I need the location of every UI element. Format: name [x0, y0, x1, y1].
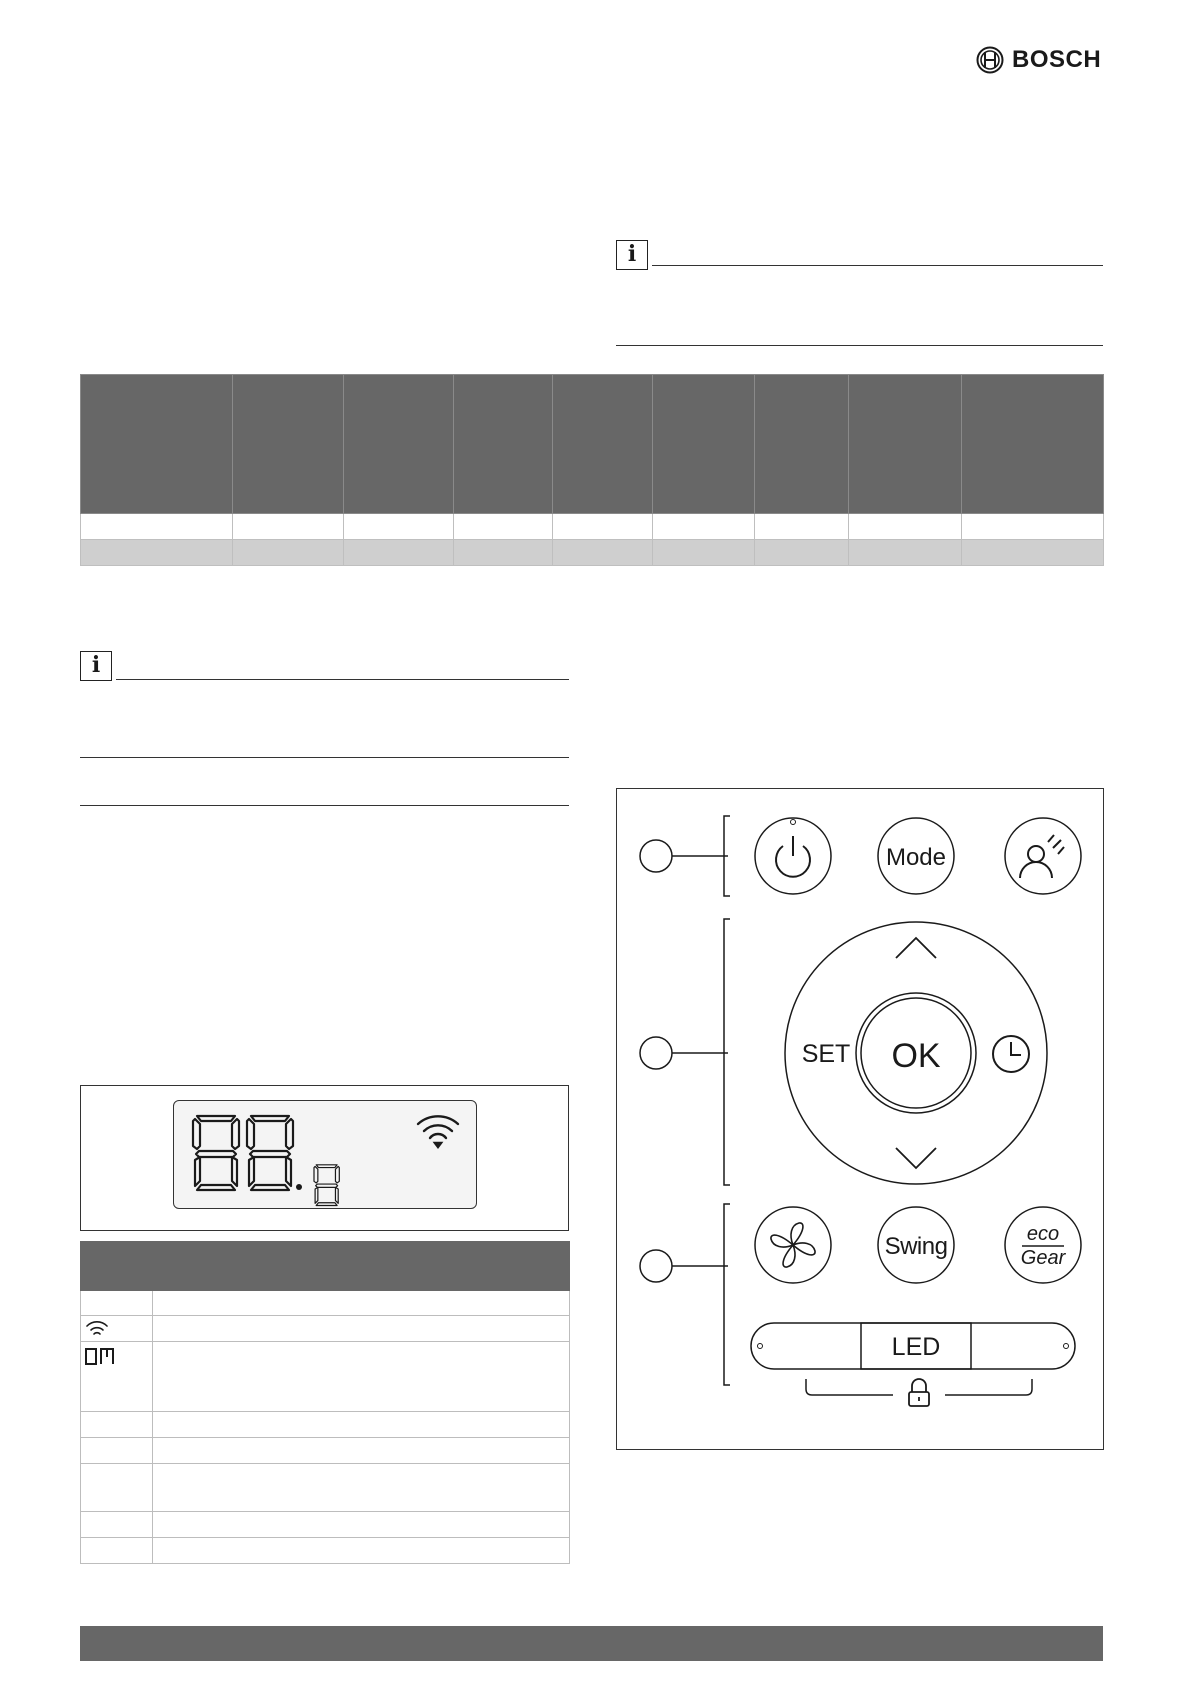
fan-icon: [771, 1223, 815, 1267]
callout-3: [640, 1250, 672, 1282]
chevron-down-icon: [896, 1148, 936, 1168]
table-row: [81, 513, 1104, 539]
timer-button[interactable]: [993, 1036, 1029, 1072]
legend-row: [81, 1291, 570, 1316]
callout-2: [640, 1037, 672, 1069]
mode-label: Mode: [885, 844, 947, 871]
legend-row: [81, 1438, 570, 1464]
led-label: LED: [891, 1333, 941, 1361]
lcd-digit: [193, 1116, 239, 1190]
chevron-up-icon: [896, 938, 936, 958]
lcd-segments: [173, 1100, 477, 1209]
ok-label: OK: [891, 1037, 941, 1075]
set-label[interactable]: SET: [801, 1040, 851, 1068]
person-waves-icon: [1020, 835, 1064, 878]
bosch-armature-icon: [976, 46, 1004, 74]
power-icon: [776, 836, 810, 877]
legend-table: [80, 1241, 570, 1564]
clock-icon: [993, 1036, 1029, 1072]
spec-table: [80, 374, 1104, 566]
follow-me-button[interactable]: [1005, 818, 1081, 894]
legend-row: [81, 1412, 570, 1438]
legend-row: [81, 1316, 570, 1342]
lcd-decimal-digit: [314, 1165, 339, 1206]
table-row: [81, 539, 1104, 565]
lcd-decimal-point: [296, 1184, 302, 1190]
note-bottom-rule: [616, 345, 1103, 346]
remote-control-drawing: [616, 788, 1104, 1450]
eco-gear-button[interactable]: [1005, 1207, 1081, 1283]
power-button[interactable]: [755, 818, 831, 894]
wifi-icon: [418, 1116, 458, 1147]
eco-label: eco: [1026, 1223, 1060, 1245]
note-bottom-rule: [80, 805, 569, 806]
note-top-rule: [652, 265, 1103, 266]
down-button[interactable]: [896, 1148, 936, 1168]
legend-row: [81, 1464, 570, 1512]
legend-header-row: [81, 1242, 570, 1291]
note-divider-rule: [80, 757, 569, 758]
table-header-row: [81, 375, 1104, 514]
on-segment-icon: [84, 1346, 116, 1368]
callout-1: [640, 840, 672, 872]
info-icon: i: [616, 240, 648, 270]
brand-name: BOSCH: [1012, 46, 1102, 73]
note-top-rule: [116, 679, 569, 680]
wifi-icon: [83, 1319, 111, 1339]
lock-icon: [909, 1379, 929, 1406]
fan-button[interactable]: [755, 1207, 831, 1283]
gear-label: Gear: [1020, 1247, 1066, 1269]
legend-row: [81, 1538, 570, 1564]
footer-bar: [80, 1626, 1103, 1661]
legend-row: [81, 1512, 570, 1538]
lcd-digit: [247, 1116, 293, 1190]
legend-row: [81, 1342, 570, 1412]
swing-label: Swing: [884, 1233, 948, 1260]
up-button[interactable]: [896, 938, 936, 958]
brand-logo: [976, 46, 1103, 74]
info-icon: i: [80, 651, 112, 681]
